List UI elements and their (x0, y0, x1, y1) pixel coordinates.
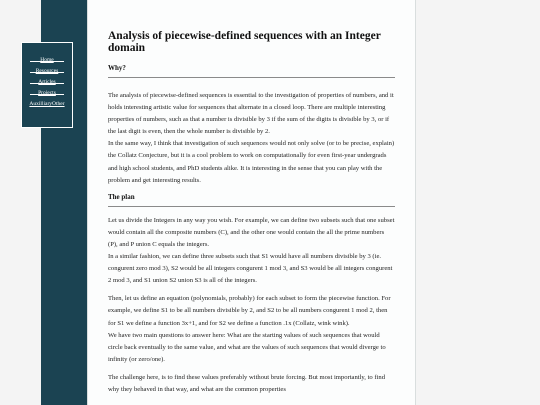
section-heading-the-plan: The plan (108, 193, 395, 207)
article-content (87, 0, 416, 405)
paragraph: The challenge here, is to find these values preferably without brute forcing. But most importantly, to find why they behaved in that way, and what are the common properties (108, 373, 385, 393)
section-heading-why: Why? (108, 64, 395, 78)
site-nav (21, 42, 73, 128)
nav-item-home (22, 51, 72, 62)
paragraph: Then, let us define an equation (polynomials, probably) for each subset to form the piecewise function. For example, we define S1 to be all numbers divisible by 2, and S2 to be all numbers congurent 1 mod 2, then for S1 we define a function 3x+1, and for S2 we define a function .1x (Collatz, wink wink). (108, 295, 391, 327)
nav-item-articles (22, 73, 72, 84)
nav-link-auxilliary-other[interactable]: AuxilliaryOther (29, 101, 65, 107)
paragraph: In the same way, I think that investigation of such sequences would not only solve (or to be precise, explain) the Collatz Conjecture, but it is a cool problem to work on computationally for even first-year undergrads and high school students, and PhD students alike. It is interesting in the sense that you can play with the problem and get interesting results. (108, 140, 395, 184)
paragraph: The analysis of piecewise-defined sequences is essential to the investigation of properties of numbers, and it holds interesting artistic value for sequences that alternate in a closed loop. There are multiple interesting properties of numbers, such as that a number is divisible by 3 if the sum of the digits is divisible by 3, or if the last digit is even, then the whole number is divisible by 2. (108, 92, 394, 136)
nav-link-projects[interactable]: Projects (38, 90, 56, 96)
nav-link-articles[interactable]: Articles (38, 79, 56, 85)
article-body (108, 30, 395, 400)
nav-item-resources (22, 62, 72, 73)
paragraph: In a similar fashion, we can define three subsets such that S1 would have all numbers divisible by 3 (ie. congurent zero mod 3), S2 would be all integers congurent 1 mod 3, and S3 would be all integers congurent 2 mod 3, and S1 union S2 union S3 is all of the integers. (108, 253, 393, 285)
nav-link-resources[interactable]: Resources (35, 68, 59, 74)
paragraph: Let us divide the Integers in any way you wish. For example, we can define two subsets such that one subset would contain all the composite numbers (C), and the other one would contain the all the prime numbers (P), and P union C equals the integers. (108, 216, 395, 248)
paragraph: We have two main questions to answer here: What are the starting values of such sequences that would circle back eventually to the same value, and what are the values of such sequences that would diverge to infinity (or zero/one). (108, 331, 386, 363)
nav-item-auxilliary-other (22, 95, 72, 106)
article-title: Analysis of piecewise-defined sequences with an Integer domain (108, 30, 381, 54)
nav-link-home[interactable]: Home (40, 57, 54, 63)
nav-item-projects (22, 84, 72, 95)
